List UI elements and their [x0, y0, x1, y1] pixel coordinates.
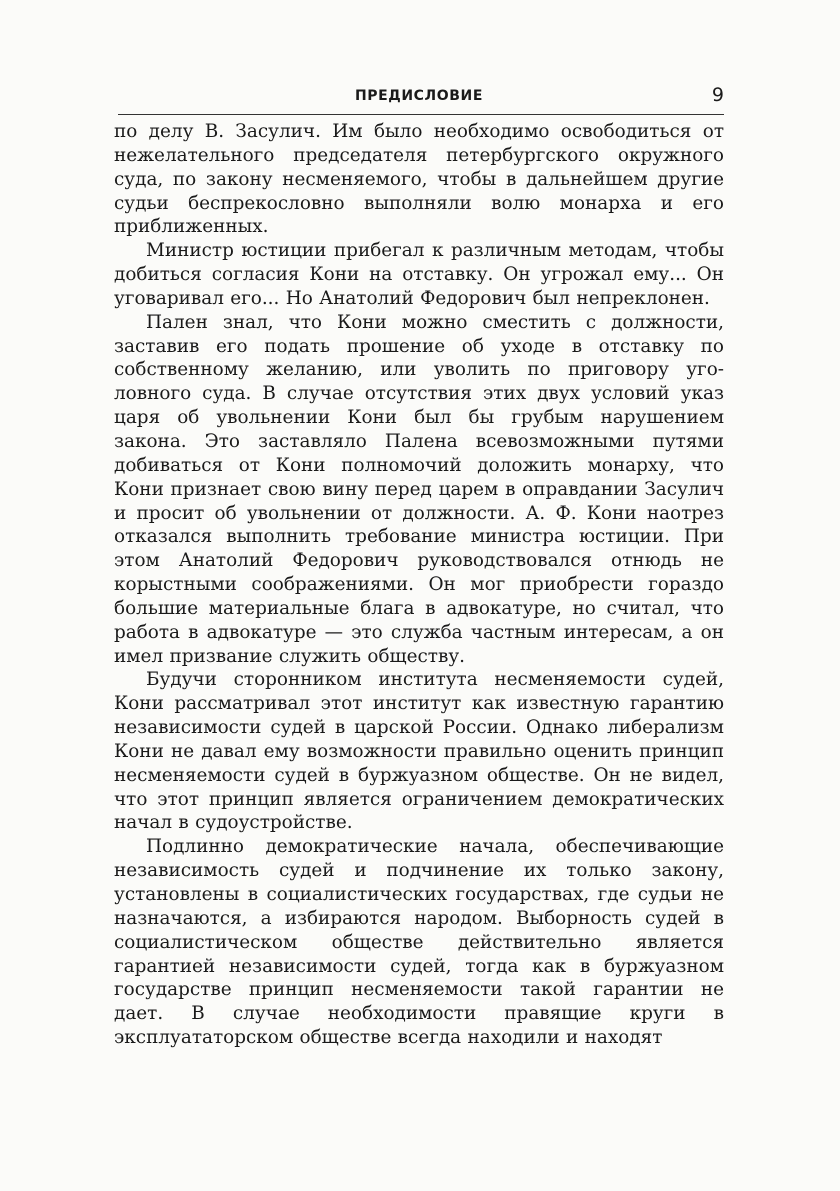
header-rule	[118, 114, 724, 115]
paragraph: Пален знал, что Кони можно сместить с должности, заставив его подать прошение об уходе в отставку по собственному желанию, или уволить по приговору уголовного суда. В случае отсутствия этих двух условий указ царя об увольнении Кони был бы грубым нарушением закона. Это заставляло Палена всевозможными путями добиваться от Кони полномочий доложить монарху, что Кони признает свою вину перед царем в оправдании Засулич и просит об увольнении от должности. А. Ф. Кони наотрез отказался выполнить требование министра юстиции. При этом Анатолий Федорович руководствовался отнюдь не корыстными соображениями. Он мог приобрести гораздо большие материальные блага в адвокатуре, но считал, что работа в адвокатуре — это служба частным интересам, а он имел призвание служить обществу.	[114, 311, 724, 667]
page-number: 9	[711, 84, 724, 106]
paragraph: по делу В. Засулич. Им было необходимо освободиться от нежелательного председателя петербургского окружного суда, по закону несменяемого, чтобы в дальнейшем другие судьи беспрекословно выполняли волю монарха и его приближенных.	[114, 121, 724, 238]
paragraph: Подлинно демократические начала, обеспечивающие независимость судей и подчинение их только закону, установлены в социалистических государствах, где судьи не назначаются, а избираются народом. Выборность судей в социалистическом обществе действительно является гарантией независимости судей, тогда как в буржуазном государстве принцип несменяемости такой гарантии не дает. В случае необходимости правящие круги в эксплуататорском обществе всегда находили и находят	[114, 836, 724, 1049]
paragraph: Министр юстиции прибегал к различным методам, чтобы добиться согласия Кони на отставку. Он угрожал ему... Он уговаривал его... Но Анатолий Федорович был непреклонен.	[114, 240, 724, 309]
chapter-title: ПРЕДИСЛОВИЕ	[354, 88, 484, 104]
running-head	[114, 84, 724, 116]
paragraph: Будучи сторонником института несменяемости судей, Кони рассматривал этот институт как известную гарантию независимости судей в царской России. Однако либерализм Кони не давал ему возможности правильно оценить принцип несменяемости судей в буржуазном обществе. Он не видел, что этот принцип является ограничением демократических начал в судоустройстве.	[114, 669, 724, 834]
page-body	[114, 120, 724, 1050]
book-page	[114, 84, 724, 1050]
